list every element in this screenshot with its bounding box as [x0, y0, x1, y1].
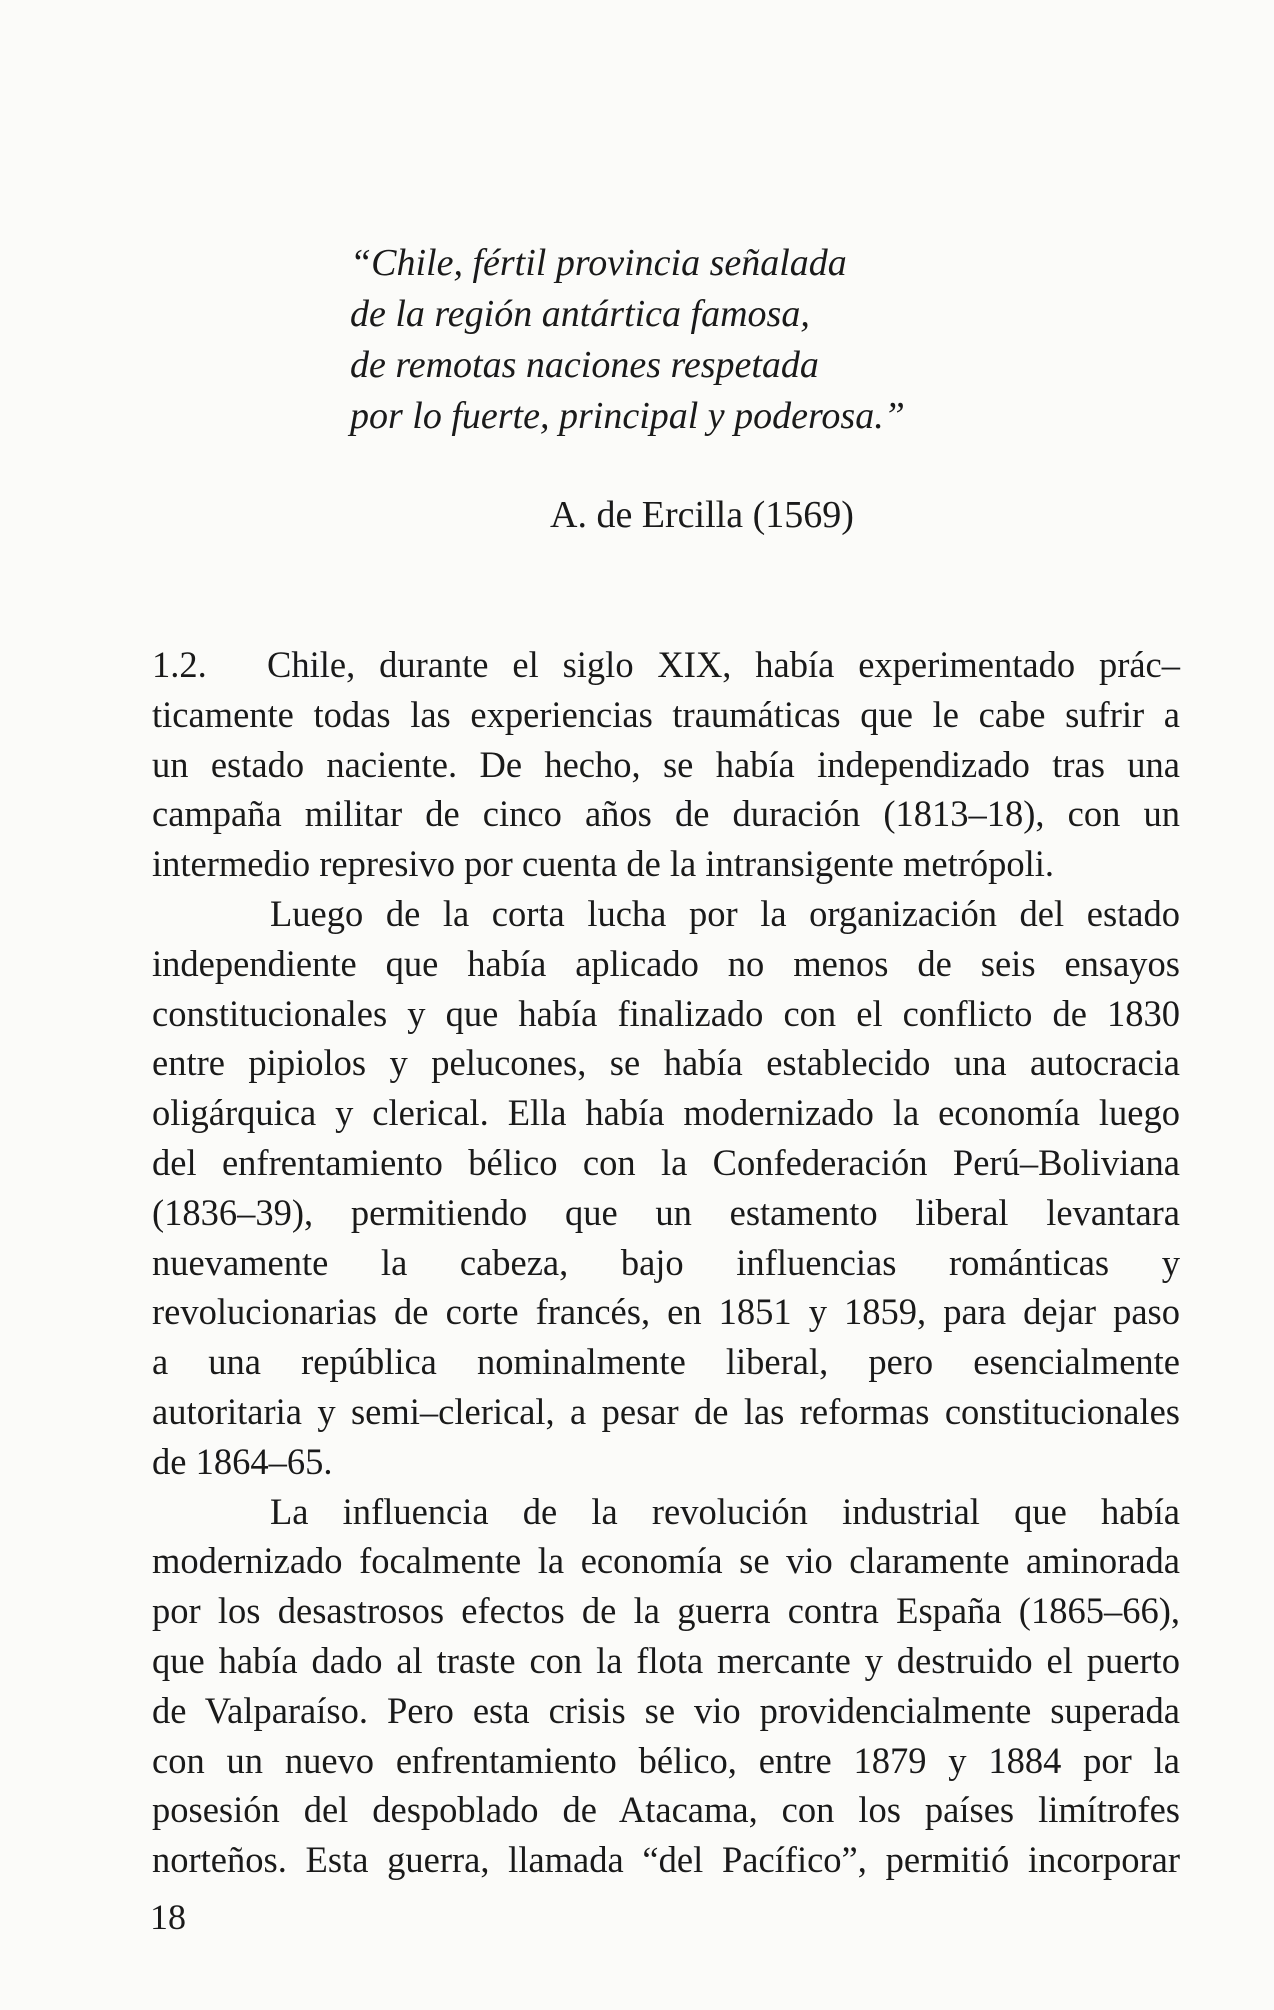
section-body: [152, 640, 1180, 1885]
paragraph-3: [152, 1487, 1180, 1885]
epigraph-attribution: A. de Ercilla (1569): [550, 494, 854, 536]
paragraph-line: con un nuevo enfrentamiento bélico, entre 1879 y 1884 por la: [152, 1739, 1180, 1781]
paragraph-line: de 1864–65.: [152, 1440, 333, 1482]
epigraph-line: de remotas naciones respetada: [350, 344, 819, 386]
epigraph-line: “Chile, fértil provincia señalada: [350, 242, 847, 284]
paragraph-line: intermedio represivo por cuenta de la intransigente metrópoli.: [152, 843, 1055, 885]
paragraph-line: modernizado focalmente la economía se vio claramente aminorada: [152, 1540, 1180, 1582]
paragraph-line: norteños. Esta guerra, llamada “del Pacífico”, permitió incorporar: [152, 1839, 1180, 1881]
paragraph-line: que había dado al traste con la flota mercante y destruido el puerto: [152, 1639, 1180, 1681]
paragraph-line: La influencia de la revolución industrial que había: [270, 1490, 1180, 1532]
paragraph-line: del enfrentamiento bélico con la Confederación Perú–Boliviana: [152, 1141, 1180, 1183]
paragraph-line: ticamente todas las experiencias traumáticas que le cabe sufrir a: [152, 693, 1180, 735]
paragraph-line: [152, 640, 1180, 690]
paragraph-line: oligárquica y clerical. Ella había modernizado la economía luego: [152, 1092, 1180, 1134]
paragraph-line-text: Chile, durante el siglo XIX, había experimentado prác–: [267, 644, 1180, 685]
paragraph-line: a una república nominalmente liberal, pero esencialmente: [152, 1341, 1180, 1383]
paragraph-line: de Valparaíso. Pero esta crisis se vio providencialmente superada: [152, 1689, 1180, 1731]
paragraph-line: constitucionales y que había finalizado con el conflicto de 1830: [152, 992, 1180, 1034]
section-number: 1.2.: [152, 644, 207, 685]
epigraph-verse: [350, 238, 970, 442]
paragraph-line: campaña militar de cinco años de duración (1813–18), con un: [152, 793, 1180, 835]
paragraph-1: [152, 640, 1180, 889]
epigraph-line: de la región antártica famosa,: [350, 293, 810, 335]
paragraph-2: [152, 889, 1180, 1487]
paragraph-line: Luego de la corta lucha por la organización del estado: [270, 892, 1180, 934]
paragraph-line: entre pipiolos y pelucones, se había establecido una autocracia: [152, 1042, 1180, 1084]
paragraph-line: posesión del despoblado de Atacama, con los países limítrofes: [152, 1789, 1180, 1831]
paragraph-line: un estado naciente. De hecho, se había independizado tras una: [152, 743, 1180, 785]
paragraph-line: independiente que había aplicado no menos de seis ensayos: [152, 942, 1180, 984]
paragraph-line: revolucionarias de corte francés, en 1851 y 1859, para dejar paso: [152, 1291, 1180, 1333]
paragraph-line: (1836–39), permitiendo que un estamento liberal levantara: [152, 1191, 1180, 1233]
page-number: 18: [150, 1897, 186, 1937]
paragraph-line: nuevamente la cabeza, bajo influencias románticas y: [152, 1241, 1180, 1283]
epigraph-line: por lo fuerte, principal y poderosa.”: [350, 395, 905, 437]
paragraph-line: autoritaria y semi–clerical, a pesar de las reformas constitucionales: [152, 1390, 1180, 1432]
paragraph-line: por los desastrosos efectos de la guerra contra España (1865–66),: [152, 1590, 1180, 1632]
